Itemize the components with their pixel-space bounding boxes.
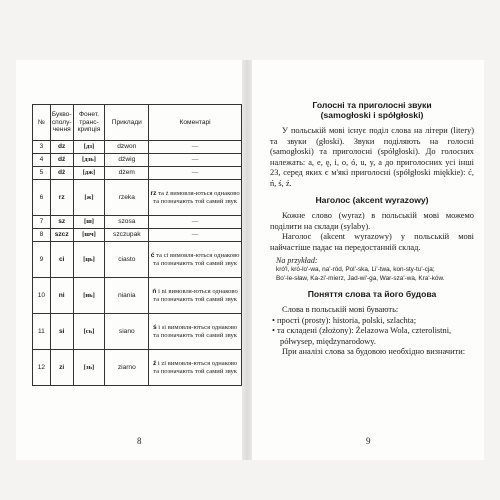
- row-number: 8: [33, 229, 51, 242]
- table-row: [33, 154, 242, 167]
- example-line: Bo'-le-sław, Ka-zi'-mierz, Jad-wi'-ga, War-sza'-wa, Kra'-ków.: [276, 275, 445, 282]
- row-letters: dz: [50, 141, 73, 154]
- row-example: dżem: [105, 167, 149, 180]
- section-heading-stress: Наголос (akcent wyrazowy): [315, 195, 429, 205]
- paragraph-word-types: Слова в польській мові бувають:: [282, 305, 399, 314]
- table-row: [33, 167, 242, 180]
- row-transcription: [ж]: [73, 180, 105, 216]
- table-row: [33, 141, 242, 154]
- row-letters: sz: [50, 216, 73, 229]
- row-letters: dż: [50, 167, 73, 180]
- row-comment: —: [149, 216, 242, 229]
- row-example: dzwon: [105, 141, 149, 154]
- row-number: 9: [33, 242, 51, 278]
- list-item: • прості (prosty): historia, polski, szlachta;: [272, 315, 417, 325]
- example-label: Na przykład:: [276, 256, 318, 265]
- row-letters: dź: [50, 154, 73, 167]
- paragraph-sounds: У польській мові існує поділ слова на літери (litery) та звуки (głoski). Звуки поділяють на голосні (samogłoski) та приголосні (spółgłoski). До голосних належать: a, e, ę, i, o, ó, u, y, а до приголосних усі інші 23, серед яких є м'які приголосні (spółgłoski miękkie): ć, ń, ś, ź.: [270, 126, 474, 188]
- phonetics-table: [32, 104, 242, 386]
- table-row: [33, 242, 242, 278]
- row-transcription: [дзь]: [73, 154, 105, 167]
- row-number: 3: [33, 141, 51, 154]
- row-transcription: [ць]: [73, 242, 105, 278]
- row-number: 7: [33, 216, 51, 229]
- row-example: ziarno: [105, 350, 149, 386]
- row-transcription: [сь]: [73, 314, 105, 350]
- right-page-number: 9: [366, 436, 371, 446]
- row-example: szczupak: [105, 229, 149, 242]
- row-example: siano: [105, 314, 149, 350]
- row-number: 5: [33, 167, 51, 180]
- table-row: [33, 229, 242, 242]
- table-row: [33, 180, 242, 216]
- list-item: • та складені (złożony): Żelazowa Wola, czterolistni, półwysep, międzynarodowy.: [272, 326, 452, 346]
- right-page: [252, 60, 484, 460]
- left-page-number: 8: [137, 436, 142, 446]
- header-letters: Букво-сполу-чення: [50, 105, 73, 141]
- paragraph-stress: Наголос (akcent wyrazowy) у польській мові найчастіше падає на передостанній склад.: [270, 232, 474, 252]
- row-letters: zi: [50, 350, 73, 386]
- table-row: [33, 216, 242, 229]
- row-comment: —: [149, 141, 242, 154]
- row-transcription: [ш]: [73, 216, 105, 229]
- row-transcription: [дз]: [73, 141, 105, 154]
- right-page-content: [270, 100, 474, 358]
- heading-line: Голосні та приголосні звуки: [312, 100, 432, 110]
- header-comments: Коментарі: [149, 105, 242, 141]
- paragraph-analysis: При аналізі слова за будовою необхідно визначити:: [282, 347, 466, 356]
- section-heading-sounds: [270, 100, 474, 120]
- row-letters: si: [50, 314, 73, 350]
- row-example: niania: [105, 278, 149, 314]
- row-letters: ci: [50, 242, 73, 278]
- row-comment: —: [149, 154, 242, 167]
- heading-line: (samogłoski i spółgłoski): [320, 110, 424, 120]
- row-example: ciasto: [105, 242, 149, 278]
- row-transcription: [нь]: [73, 278, 105, 314]
- row-comment: rz та ż вимовля-ються однаково та позначають той самий звук: [149, 180, 242, 216]
- row-letters: ni: [50, 278, 73, 314]
- row-letters: szcz: [50, 229, 73, 242]
- row-example: rzeka: [105, 180, 149, 216]
- row-comment: —: [149, 167, 242, 180]
- row-transcription: [зь]: [73, 350, 105, 386]
- row-number: 11: [33, 314, 51, 350]
- paragraph-syllables: Кожне слово (wyraz) в польській мові можемо поділити на склади (sylaby).: [270, 211, 474, 231]
- row-comment: —: [149, 229, 242, 242]
- header-transcription: Фонет. транс-крипція: [73, 105, 105, 141]
- row-letters: rz: [50, 180, 73, 216]
- row-transcription: [шч]: [73, 229, 105, 242]
- book-gutter: [242, 60, 252, 460]
- row-number: 6: [33, 180, 51, 216]
- row-comment: ń і ni вимовля-ються однаково та позначають той самий звук: [149, 278, 242, 314]
- row-example: szosa: [105, 216, 149, 229]
- row-number: 4: [33, 154, 51, 167]
- row-transcription: [дж]: [73, 167, 105, 180]
- header-examples: Приклади: [105, 105, 149, 141]
- header-number: №: [33, 105, 51, 141]
- table-row: [33, 350, 242, 386]
- table-row: [33, 314, 242, 350]
- row-number: 10: [33, 278, 51, 314]
- row-comment: ś і si вимовля-ються однаково та позначають той самий звук: [149, 314, 242, 350]
- table-row: [33, 278, 242, 314]
- row-example: dźwig: [105, 154, 149, 167]
- row-comment: ć та ci вимовля-ються однаково та позначають той самий звук: [149, 242, 242, 278]
- row-number: 12: [33, 350, 51, 386]
- section-heading-word: Поняття слова та його будова: [307, 289, 437, 299]
- row-comment: ź і zi вимовля-ються однаково та позначають той самий звук: [149, 350, 242, 386]
- example-line: kró'l, kró-lo'-wa, na'-ród, Pol'-ska, Li'-twa, kon-sty-tu'-cja;: [276, 266, 435, 273]
- table-header-row: [33, 105, 242, 141]
- left-page: [16, 60, 242, 460]
